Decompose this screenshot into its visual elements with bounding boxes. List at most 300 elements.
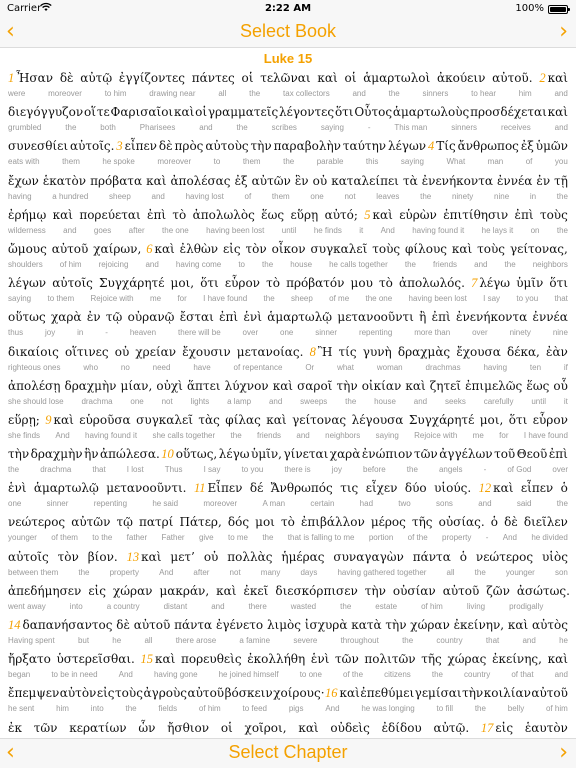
greek-word[interactable]: καὶ — [317, 71, 338, 85]
greek-word[interactable]: οὗ — [553, 378, 568, 393]
greek-text-row — [0, 512, 576, 532]
greek-word[interactable]: καὶ — [146, 173, 167, 188]
greek-word[interactable]: ὁ — [560, 481, 568, 496]
greek-word[interactable]: καὶ — [266, 412, 287, 427]
greek-word[interactable]: τῷ — [116, 515, 133, 530]
greek-word[interactable]: ἤσθιον — [167, 720, 210, 735]
greek-word[interactable]: πατρί — [139, 515, 174, 530]
greek-word[interactable]: οὐ — [203, 549, 219, 564]
select-book-button[interactable]: Select Book — [239, 21, 337, 41]
greek-word[interactable]: μετανοοῦντι — [337, 310, 414, 325]
greek-word[interactable]: μέρος — [370, 515, 406, 530]
greek-word[interactable]: χαρὰ — [50, 310, 82, 325]
greek-word[interactable]: Ἄνθρωπός — [270, 481, 333, 496]
greek-word[interactable]: τελῶναι — [260, 71, 311, 85]
greek-word[interactable]: λύχνον — [224, 378, 269, 393]
greek-word[interactable]: τῶν — [413, 447, 438, 462]
greek-word[interactable]: ἁμαρτωλοὶ — [363, 71, 431, 85]
greek-word[interactable]: ἔσται — [179, 310, 214, 325]
greek-word[interactable] — [481, 718, 513, 738]
greek-word[interactable]: ἓν — [294, 173, 309, 188]
interlinear-text[interactable] — [0, 68, 576, 738]
greek-word[interactable]: ἐδίδου — [381, 720, 422, 735]
greek-word[interactable]: οὐδεὶς — [330, 720, 370, 735]
greek-word[interactable]: ἐπὶ — [514, 207, 534, 222]
greek-word[interactable]: βόσκειν — [224, 686, 273, 701]
greek-word[interactable]: τὸ — [280, 515, 295, 530]
greek-word[interactable]: τὸ — [266, 276, 280, 291]
gloss-word: to fill — [436, 704, 453, 714]
greek-word[interactable]: βίον. — [87, 549, 118, 564]
greek-word[interactable]: αὐτῶν — [251, 173, 291, 188]
greek-word[interactable]: ἐπιβάλλον — [300, 515, 365, 530]
greek-word[interactable]: ἑνὶ — [243, 310, 262, 325]
greek-word[interactable]: ἔχουσα — [456, 344, 501, 359]
greek-word[interactable]: κερατίων — [69, 720, 127, 735]
greek-word[interactable]: τὴν — [462, 686, 484, 701]
greek-word[interactable]: εὗρον — [224, 276, 260, 291]
greek-word[interactable]: ὑστερεῖσθαι. — [56, 652, 135, 667]
greek-word[interactable] — [364, 205, 393, 225]
greek-word[interactable]: χώραν — [410, 618, 450, 632]
greek-word[interactable] — [127, 547, 162, 567]
greek-word[interactable]: δικαίοις — [8, 344, 59, 359]
greek-word[interactable]: ἀγροὺς — [143, 686, 188, 701]
greek-word[interactable]: ἑνὶ — [8, 481, 27, 496]
greek-word[interactable]: εὗρον — [532, 412, 568, 427]
greek-word[interactable]: αὐτό; — [324, 207, 358, 222]
greek-word[interactable]: μοι, — [479, 412, 504, 427]
greek-word[interactable]: εἶχεν — [365, 481, 398, 496]
greek-word[interactable]: ἀπολέσας — [170, 173, 231, 188]
greek-word[interactable]: οἱ — [195, 105, 208, 120]
greek-word[interactable]: ἡμέρας — [281, 549, 325, 564]
greek-word[interactable]: ἐπὶ — [219, 310, 239, 325]
greek-word[interactable]: τὴν — [8, 447, 30, 462]
greek-word[interactable]: δὲ — [504, 515, 518, 530]
greek-word[interactable]: πάντες — [191, 71, 235, 85]
greek-word[interactable]: λέγουσα — [351, 412, 404, 427]
greek-word[interactable]: τις — [340, 481, 359, 496]
greek-word[interactable]: πρὸς — [174, 139, 204, 154]
greek-word[interactable]: οἵ — [84, 105, 96, 120]
greek-word[interactable]: τοὺς — [115, 686, 143, 701]
greek-word[interactable]: αὐτοῖς — [52, 276, 93, 291]
greek-word[interactable] — [146, 239, 175, 259]
greek-word[interactable]: ὧν — [138, 720, 156, 735]
greek-word[interactable]: εἰς — [88, 583, 106, 598]
greek-word[interactable]: τίς — [338, 344, 357, 359]
greek-word[interactable]: ὑμῖν — [516, 276, 544, 291]
greek-word[interactable]: τῶν — [335, 652, 359, 667]
greek-word[interactable]: δὲ — [59, 71, 74, 85]
greek-word[interactable]: παραβολὴν — [273, 139, 341, 154]
greek-word[interactable]: τὴν — [250, 139, 272, 154]
greek-word[interactable]: τὴν — [385, 618, 407, 632]
greek-word[interactable]: ἢ — [419, 310, 427, 325]
greek-word[interactable]: τὸν — [57, 549, 79, 564]
greek-word[interactable]: ἐννέα — [532, 310, 568, 325]
greek-word[interactable]: πολιτῶν — [364, 652, 416, 667]
greek-word[interactable] — [45, 410, 74, 430]
greek-word[interactable]: ἐγγίζοντες — [118, 71, 185, 85]
greek-word[interactable]: οὐρανῷ — [127, 310, 175, 325]
greek-word[interactable]: τὰς — [198, 412, 220, 427]
greek-word[interactable]: συναγαγὼν — [333, 549, 404, 564]
greek-word[interactable]: συνεσθίει — [8, 139, 69, 154]
greek-word[interactable]: γραμματεῖς — [207, 105, 279, 120]
greek-word[interactable]: ἐννέα — [496, 173, 533, 188]
greek-word[interactable]: ἐνενήκοντα — [421, 173, 493, 188]
greek-text-row — [0, 547, 576, 567]
greek-word[interactable]: ἑαυτὸν — [524, 720, 568, 735]
greek-word[interactable]: οὐσίας. — [438, 515, 485, 530]
greek-word[interactable]: καὶ — [507, 618, 529, 632]
greek-word[interactable]: αὐτῷ — [80, 71, 113, 85]
greek-word[interactable]: ἑκατὸν — [42, 173, 87, 188]
greek-word[interactable]: δύο — [404, 481, 427, 496]
greek-word[interactable]: διεσκόρπισεν — [275, 583, 358, 598]
greek-word[interactable]: δὲ — [158, 139, 173, 154]
greek-word[interactable]: οἱ — [344, 71, 357, 85]
greek-word[interactable]: ἐπὶ — [431, 310, 451, 325]
greek-word[interactable]: γυνὴ — [362, 344, 392, 359]
greek-word[interactable]: καὶ — [547, 105, 568, 120]
greek-word[interactable]: πολλὰς — [227, 549, 273, 564]
greek-word[interactable]: χοῖροι, — [244, 720, 287, 735]
greek-word[interactable]: μετ’ — [170, 549, 195, 564]
greek-word[interactable]: ἕως — [261, 207, 285, 222]
greek-word[interactable]: κοιλίαν — [483, 686, 531, 701]
greek-word[interactable]: δραχμὴν — [64, 378, 117, 393]
greek-word[interactable]: καὶ — [298, 720, 319, 735]
gloss-word: friends — [433, 259, 458, 269]
greek-word[interactable]: αὐτῷ. — [433, 720, 470, 735]
greek-word[interactable]: ἐνώπιον — [361, 447, 413, 462]
greek-word[interactable] — [479, 478, 514, 498]
greek-word[interactable]: υἱούς. — [434, 481, 472, 496]
greek-word[interactable]: ἐν — [536, 173, 551, 188]
greek-word[interactable]: αὐτῶν — [71, 515, 111, 530]
gloss-word: that — [554, 294, 568, 304]
greek-word[interactable]: ταύτην — [342, 139, 387, 154]
greek-word[interactable]: ἐν — [86, 310, 101, 325]
greek-word[interactable]: ἣν — [84, 447, 99, 462]
greek-word[interactable]: ὤμους — [8, 241, 47, 256]
greek-word[interactable]: ἔπεμψεν — [8, 686, 60, 701]
greek-word[interactable]: τὰ — [402, 173, 418, 188]
greek-word[interactable]: οὕτως — [8, 310, 46, 325]
greek-word[interactable]: ἐξ — [234, 173, 248, 188]
greek-word[interactable]: οὐ — [114, 344, 130, 359]
greek-word[interactable]: μου — [350, 276, 373, 291]
greek-word[interactable]: δός — [227, 515, 250, 530]
greek-word[interactable]: εὑρὼν — [399, 207, 437, 222]
greek-word[interactable]: αὐτοῦ — [187, 686, 225, 701]
select-chapter-button[interactable]: Select Chapter — [228, 742, 348, 762]
greek-word[interactable]: κατὰ — [351, 618, 382, 632]
greek-word[interactable]: νεώτερος — [8, 515, 66, 530]
greek-word[interactable]: μετανοίας. — [236, 344, 304, 359]
greek-word[interactable]: τῷ — [105, 310, 123, 325]
greek-word[interactable]: ἀκούειν — [437, 71, 486, 85]
greek-word[interactable]: τοὺς — [477, 241, 506, 256]
greek-word[interactable]: προσδέχεται — [470, 105, 547, 120]
greek-word[interactable]: ἁμαρτωλῷ — [267, 310, 333, 325]
greek-word[interactable]: ἀπολωλός. — [398, 276, 465, 291]
greek-text-row — [0, 205, 576, 225]
greek-word[interactable]: λέγων — [387, 139, 427, 154]
greek-word[interactable] — [8, 68, 53, 88]
greek-word[interactable] — [310, 342, 333, 362]
greek-word[interactable]: καταλείπει — [331, 173, 399, 188]
greek-word[interactable]: μοι — [255, 515, 275, 530]
greek-word[interactable]: ἀπολέσῃ — [8, 378, 61, 393]
gloss-word: give — [198, 533, 214, 543]
greek-word[interactable]: δέκα, — [507, 344, 540, 359]
greek-word[interactable]: ἐκολλήθη — [247, 652, 306, 667]
greek-word[interactable]: αὐτὸς — [531, 618, 568, 632]
greek-word[interactable]: αὐτοὺς — [205, 139, 249, 154]
greek-word[interactable]: ἐπιτίθησιν — [443, 207, 509, 222]
greek-word[interactable] — [539, 68, 568, 88]
gloss-word: after — [193, 567, 210, 577]
greek-word[interactable]: χώραν — [112, 583, 153, 598]
greek-word[interactable]: πορευθεὶς — [181, 652, 242, 667]
greek-word[interactable]: ὁ — [490, 515, 498, 530]
greek-word[interactable]: συγκαλεῖ — [310, 241, 368, 256]
greek-word[interactable]: Πάτερ, — [179, 515, 222, 530]
greek-word[interactable]: υἱὸς — [542, 549, 568, 564]
greek-word[interactable]: οἱ — [241, 71, 254, 85]
gloss-word: to one — [299, 670, 322, 680]
greek-word[interactable]: καὶ — [272, 378, 294, 393]
greek-word[interactable]: τοὺς — [372, 241, 401, 256]
greek-word[interactable]: ὅτι — [200, 276, 219, 291]
greek-word[interactable]: ἐπιμελῶς — [465, 378, 523, 393]
greek-word[interactable]: ἐπὶ — [548, 447, 568, 462]
greek-word[interactable]: δέ — [249, 481, 264, 496]
greek-word[interactable]: ἐπὶ — [147, 207, 167, 222]
greek-word[interactable]: γίνεται — [283, 447, 329, 462]
greek-word[interactable]: ὅτι — [508, 412, 528, 427]
greek-word[interactable]: ἔχων — [8, 173, 39, 188]
greek-word[interactable] — [141, 649, 176, 669]
greek-word[interactable] — [161, 444, 217, 464]
previous-book-chevron-icon[interactable]: ‹ — [6, 19, 15, 44]
interlinear-line — [0, 683, 576, 717]
greek-word[interactable]: ὁ — [459, 549, 467, 564]
greek-word[interactable]: λέγων — [8, 276, 47, 291]
greek-word[interactable]: καὶ — [173, 105, 195, 120]
greek-word[interactable]: Θεοῦ — [516, 447, 548, 462]
greek-word[interactable] — [116, 136, 157, 156]
greek-word[interactable]: πάντα — [412, 549, 451, 564]
greek-word[interactable]: φίλους — [405, 241, 447, 256]
greek-word[interactable]: οὐχὶ — [156, 378, 183, 393]
greek-word[interactable]: ἁμαρτωλῷ — [33, 481, 99, 496]
greek-word[interactable]: χρείαν — [135, 344, 177, 359]
greek-word[interactable]: γεμίσαι — [414, 686, 462, 701]
verse-number: 16 — [325, 686, 338, 701]
greek-word[interactable]: τοῦ — [494, 447, 516, 462]
greek-word[interactable]: οὐσίαν — [392, 583, 436, 598]
greek-word[interactable]: πορεύεται — [79, 207, 141, 222]
greek-word[interactable] — [8, 615, 112, 635]
greek-word[interactable]: ἐκ — [8, 720, 22, 735]
greek-word[interactable]: εὑροῦσα — [79, 412, 131, 427]
greek-word[interactable]: ἐξ — [520, 139, 534, 154]
greek-word[interactable]: Φαρισαῖοι — [110, 105, 174, 120]
greek-word[interactable] — [428, 136, 456, 156]
greek-word[interactable]: Συγχάρητέ — [98, 276, 165, 291]
greek-word[interactable]: μετανοοῦντι. — [106, 481, 187, 496]
previous-chapter-chevron-icon[interactable]: ‹ — [6, 740, 15, 765]
greek-word[interactable]: λέγω — [218, 447, 250, 462]
greek-word[interactable]: ἅπτει — [186, 378, 221, 393]
greek-word[interactable]: ἔχουσιν — [182, 344, 231, 359]
greek-word[interactable]: τῇ — [554, 173, 568, 188]
greek-word[interactable] — [325, 683, 360, 703]
greek-word[interactable]: ἤρξατο — [8, 652, 51, 667]
greek-word[interactable]: φίλας — [225, 412, 261, 427]
greek-word[interactable]: ἐρήμῳ — [8, 207, 47, 222]
greek-word[interactable]: τε — [96, 105, 110, 120]
greek-word[interactable]: τῶν — [33, 720, 58, 735]
greek-word[interactable]: ὅτι — [334, 105, 354, 120]
greek-word[interactable]: αὐτοῦ — [133, 618, 171, 632]
greek-word[interactable]: γείτονας — [292, 412, 347, 427]
greek-word[interactable] — [471, 273, 510, 293]
greek-word[interactable]: ἐκείνην, — [453, 618, 505, 632]
greek-word[interactable]: μακράν, — [159, 583, 210, 598]
greek-word[interactable]: ἀπεδήμησεν — [8, 583, 82, 598]
greek-word[interactable]: καὶ — [547, 652, 568, 667]
greek-word[interactable]: ἐλθὼν — [179, 241, 219, 256]
gloss-word: joy — [331, 465, 342, 475]
greek-word[interactable]: συγκαλεῖ — [136, 412, 193, 427]
greek-word[interactable]: αὐτοῦ — [531, 686, 568, 701]
greek-word[interactable]: χώρας — [447, 652, 487, 667]
greek-word[interactable]: ὅτι — [549, 276, 568, 291]
greek-word[interactable]: μίαν, — [120, 378, 153, 393]
greek-word[interactable]: δραχμὰς — [397, 344, 451, 359]
greek-word[interactable]: τὸ — [378, 276, 393, 291]
greek-word[interactable]: αὐτὸν — [59, 686, 97, 701]
gloss-word: me — [149, 294, 162, 304]
greek-word[interactable]: ἐνενήκοντα — [456, 310, 528, 325]
greek-word[interactable]: εἰς — [222, 241, 241, 256]
gloss-word: to you — [241, 465, 264, 475]
greek-word[interactable]: σαροῖ — [297, 378, 333, 393]
greek-word[interactable]: οἵτινες — [65, 344, 109, 359]
greek-word[interactable]: ὑμῶν — [535, 139, 568, 154]
greek-word[interactable]: ἕως — [526, 378, 550, 393]
greek-word[interactable]: ἐκείνης, — [492, 652, 542, 667]
greek-word[interactable]: ἀπολωλὸς — [192, 207, 255, 222]
greek-word[interactable]: πρόβατα — [90, 173, 143, 188]
greek-word[interactable]: καὶ — [451, 241, 473, 256]
greek-word[interactable]: ἰσχυρὰ — [304, 618, 348, 632]
next-chapter-chevron-icon[interactable]: › — [559, 740, 568, 765]
greek-word[interactable]: ἐὰν — [546, 344, 568, 359]
greek-word[interactable]: αὐτοῦ — [51, 241, 89, 256]
greek-word[interactable]: ἀσώτως. — [516, 583, 570, 598]
greek-word[interactable]: Συγχάρητέ — [408, 412, 475, 427]
greek-word[interactable]: ζῶν — [486, 583, 510, 598]
greek-word[interactable]: τοὺς — [539, 207, 568, 222]
greek-word[interactable]: εἶπεν — [520, 481, 554, 496]
gloss-word: the — [556, 499, 568, 509]
greek-word[interactable]: τὸν — [245, 241, 267, 256]
greek-word[interactable]: δραχμὴν — [30, 447, 83, 462]
greek-word[interactable]: ἐπεθύμει — [360, 686, 415, 701]
greek-word[interactable]: ἑνὶ — [310, 652, 330, 667]
greek-word[interactable]: ἐγένετο — [215, 618, 264, 632]
greek-word[interactable]: χαρὰ — [329, 447, 361, 462]
greek-word[interactable]: αὐτοῖς. — [69, 139, 115, 154]
greek-word[interactable]: χοίρους· — [273, 686, 325, 701]
gloss-word: repenting — [358, 328, 393, 338]
greek-word[interactable]: εἰς — [96, 686, 115, 701]
gloss-word: the — [431, 670, 443, 680]
greek-word[interactable]: ὑμῖν, — [251, 447, 282, 462]
greek-word[interactable]: τῆς — [421, 652, 442, 667]
greek-word[interactable]: αὐτοῖς — [8, 549, 49, 564]
greek-word[interactable]: μοι, — [170, 276, 195, 291]
greek-word[interactable]: τὴν — [364, 583, 386, 598]
greek-word[interactable]: ἀπώλεσα. — [100, 447, 160, 462]
greek-word[interactable]: ἀγγέλων — [439, 447, 493, 462]
gloss-word: have — [193, 362, 211, 372]
greek-word[interactable]: οἱ — [220, 720, 233, 735]
greek-word[interactable]: νεώτερος — [475, 549, 534, 564]
gloss-word: And — [55, 430, 70, 440]
greek-word[interactable]: τὸ — [172, 207, 187, 222]
greek-word[interactable]: οἰκίαν — [361, 378, 402, 393]
greek-word[interactable]: τὴν — [336, 378, 358, 393]
greek-word[interactable]: καὶ — [52, 207, 73, 222]
greek-word[interactable]: αὐτοῦ — [442, 583, 480, 598]
greek-word[interactable]: οἶκον — [271, 241, 306, 256]
greek-word[interactable]: αὐτοῦ. — [492, 71, 533, 85]
greek-word[interactable]: διεῖλεν — [523, 515, 568, 530]
greek-word[interactable]: καὶ — [405, 378, 426, 393]
greek-word[interactable]: ζητεῖ — [429, 378, 462, 393]
greek-word[interactable]: δὲ — [116, 618, 130, 632]
greek-word[interactable]: γείτονας, — [509, 241, 568, 256]
greek-word[interactable]: τῆς — [411, 515, 433, 530]
greek-word[interactable]: ἄνθρωπος — [457, 139, 519, 154]
greek-word[interactable]: λιμὸς — [266, 618, 301, 632]
greek-word[interactable]: λέγοντες — [279, 105, 335, 120]
greek-word[interactable] — [194, 478, 242, 498]
greek-word[interactable]: χαίρων, — [93, 241, 142, 256]
greek-word[interactable]: πρόβατόν — [286, 276, 345, 291]
interlinear-line — [0, 649, 576, 683]
greek-word[interactable]: ἐκεῖ — [243, 583, 269, 598]
greek-word[interactable]: Οὗτος — [354, 105, 393, 120]
next-book-chevron-icon[interactable]: › — [559, 19, 568, 44]
gloss-word: and — [268, 396, 283, 406]
greek-word[interactable]: εὕρῃ; — [8, 412, 40, 427]
greek-word[interactable]: εὕρῃ — [290, 207, 319, 222]
greek-word[interactable]: διεγόγγυζον — [8, 105, 84, 120]
greek-word[interactable]: καὶ — [216, 583, 237, 598]
greek-word[interactable]: ἁμαρτωλοὺς — [392, 105, 470, 120]
greek-word[interactable]: πάντα — [174, 618, 213, 632]
greek-word[interactable]: οὐ — [312, 173, 328, 188]
